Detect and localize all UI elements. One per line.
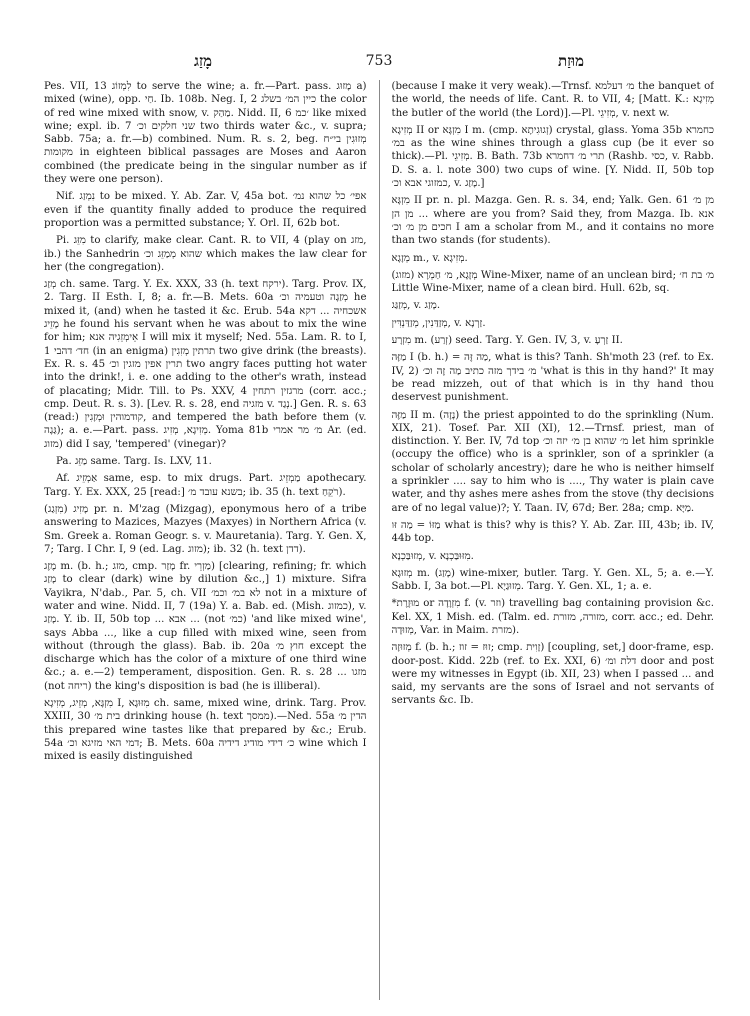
header-left-word: מָזַג xyxy=(194,52,213,70)
right-column xyxy=(392,80,715,1000)
left-column xyxy=(44,80,367,1000)
dictionary-entry: מְזוּזָה f. (b. h.; זוּז = זוז; cmp. זָוִית) [coupling, set,] door-frame, esp. door-post. Kidd. 22b (ref. to Ex. XXI, 6) דלת ומ׳ door and post were my witnesses in Egypt (ib. XII, 23) when I passed ... and said, my servants are the sons of Israel and not servants of servants &c. Ib. xyxy=(391,642,714,707)
dictionary-entry: מַזּוֹ = מַה זּוּ what is this? why is this? Y. Ab. Zar. III, 43b; ib. IV, 44b top. xyxy=(391,519,714,545)
dictionary-entry: Pes. VII, 13 לִמְזוֹג to serve the wine; a. fr.—Part. pass. מָזוּג a) mixed (wine), opp. חַי. Ib. 108b. Neg. I, 2 כיין המ׳ בשלג the color of red wine mixed with snow, v. מַהַק. Nidd. II, 6 ׳כמ like mixed wine; expl. ib. 7 שני חלקים וכ׳ two thirds water &c., v. supra; Sabb. 75a; a. fr.—b) combined. Num. R. s. 2, beg. מְזוּגִין בי״ח מקומות in eighteen biblical passages are Moses and Aaron combined (the predicate being in the singular number as if they were one person). xyxy=(44,81,367,186)
dictionary-entry: מִזְגָּא II pr. n. pl. Mazga. Gen. R. s. 34, end; Yalk. Gen. 61 מן מ׳ ... מן הן where are you from? Said they, from Mazga. Ib. אנא חכים מן מ׳ וכ׳ I am a scholar from M., and it contains no more than two stands (for students). xyxy=(391,195,714,247)
dictionary-entry: Nif. נִמְזַג to be mixed. Y. Ab. Zar. V, 45a bot. אפי׳ כל שהוא נמ׳ even if the quantity finally added to produce the required proportion was a permitted substance; Y. Orl. II, 62b bot. xyxy=(44,191,367,229)
dictionary-entry: מְזַגַּג, v. מָזַג. xyxy=(391,300,441,312)
dictionary-entry: Af. אַמְזֵיג same, esp. to mix drugs. Part. מַמְזֵיג apothecary. Targ. Y. Ex. XXX, 25 [read:] בשנא עובד מ׳; ib. 35 (h. text רֹקֵחַ). xyxy=(44,473,367,498)
header-right-word: מוּזַת xyxy=(557,52,584,70)
dictionary-entry: מְזַדַּנִין, מְזַדַּנְדִּין, v. זַרְנָא. xyxy=(391,317,486,329)
column-divider xyxy=(379,80,380,1000)
dictionary-entry: מְזָגָא, מ׳ חַמְרָא (מזוג) Wine-Mixer, name of an unclean bird; מ׳ בת ח׳ Little Wine-Mixer, name of a clean bird. Hull. 62b, sq. xyxy=(391,269,714,295)
dictionary-entry: *מוּזֶרֶת or מִזְוָדָה f. (v. וזר) travelling bag containing provision &c. Kel. XX, 1 Mish. ed. (Talm. ed. מזורה, מזורת, corr. acc.; ed. Dehr. מְזוּדָה, Var. in Maim. מזרת). xyxy=(391,598,714,636)
dictionary-entry: מָזִיג (מִזְגַג) pr. n. M'zag (Mizgag), eponymous hero of a tribe answering to Mazices, Mazyes (Maxyes) in Northern Africa (v. Sm. Greek a. Roman Geogr. s. v. Mauretania). Targ. Y. Gen. X, 7; Targ. I Chr. I, 9 (ed. Lag. מזוג); ib. 32 (h. text דדן). xyxy=(44,503,367,555)
running-head xyxy=(44,52,714,74)
text-columns xyxy=(44,80,714,1000)
dictionary-entry: מִזְגָּא, מְזֵיג, מְזִיגָא I, מִזּוּגָא ch. same, mixed wine, drink. Targ. Prov. XXIII, 30 בית מ׳ drinking house (h. text ממסך).—Ned. 55a הדין מ׳ this prepared wine tastes like that prepared by &c.; Erub. 54a דמי האי מזיגא וכ׳; B. Mets. 60a כ׳ דידי מודיג דידיה wine which I mixed is easily distinguished xyxy=(44,698,367,763)
dictionary-entry: מַזֶּה II m. (נָזָה) the priest appointed to do the sprinkling (Num. XIX, 21). Tosef. Par. XII (XI), 12.—Trnsf. priest, man of distinction. Y. Ber. IV, 7d top מ׳ שהוא בן מ׳ יזה וכ׳ let him sprinkle (occupy the office) who is a sprinkler, son of a sprinkler (a scholar of scholarly ancestry); dare he who is neither himself a sprinkler .... say to him who is ...., Thy water is plain cave water, and thy ashes mere ashes from the stove (thy decisions are of no legal value)?; Y. Taan. IV, 67d; Ber. 28a; cmp. מַיָּא. xyxy=(391,409,714,514)
dictionary-entry: מִזְרָע m. (זְרַע) seed. Targ. Y. Gen. IV, 3, v. זַרְעָ II. xyxy=(391,335,623,347)
dictionary-entry: מְזִיגָא II or מִזְגָּא I m. (cmp. זְגוּגִיתָא) crystal, glass. Yoma 35b כחמרא במ׳ as the wine shines through a glass cup (be it ever so thick).—Pl. מְזִיגֵי. B. Bath. 73b תרי מ׳ דחמרא (Rashb. כסי, v. Rabb. D. S. a. l. note 300) two cups of wine. [Y. Nidd. II, 50b top כמזוגי אבא וכ׳, v. מָזַג.] xyxy=(391,124,714,190)
dictionary-entry: מֶזֶג m. (b. h.; מזג, cmp. מָזַר fr. מַזְרֵי) [clearing, refining; fr. which מָזַג to clear (dark) wine by dilution &c.,] 1) mixture. Sifra Vayikra, N'dab., Par. 5, ch. VII לא במ׳ וכמ׳ not in a mixture of water and wine. Nidd. II, 7 (19a) Y. a. Bab. ed. (Mish. כמזוג), v. מָזַג. Y. ib. II, 50b top ... אבא ... (not כמ׳) 'and like mixed wine', says Abba ..., like a cup filled with mixed wine, seen from without (through the glass). Bab. ib. 20a חוץ מ׳ except the discharge which has the color of a mixture of one third wine &c.; a. e.—2) temperament, disposition. Gen. R. s. 28 ... מזגו (not ריחה) the king's disposition is bad (he is illiberal). xyxy=(44,561,367,692)
dictionary-entry: מְזוּבַּכְנָא, v. מִזּוּבַּכְנָא. xyxy=(391,550,474,562)
dictionary-entry: Pa. מַזֵּג same. Targ. Is. LXV, 11. xyxy=(56,456,212,468)
page-number: 753 xyxy=(365,53,393,69)
dictionary-entry: מְזוּגָא m. (מָזַג) wine-mixer, butler. Targ. Y. Gen. XL, 5; a. e.—Y. Sabb. I, 3a bot.—Pl. מְזוּגַיָא. Targ. Y. Gen. XL, 1; a. e. xyxy=(391,567,714,593)
dictionary-entry: Pi. מִזֵּג to clarify, make clear. Cant. R. to VII, 4 (play on מזג, ib.) the Sanhedrin שהוא מְמַזֵּג וכ׳ which makes the law clear for her (the congregation). xyxy=(44,235,367,273)
dictionary-entry: מְזָגָא m., v. מְזִיגָא. xyxy=(391,252,468,264)
dictionary-entry: (because I make it very weak).—Trnsf. מ׳ דעלמא the banquet of the world, the needs of life. Cant. R. to VII, 4; [Matt. K.: מְזִיגָא the butler of the world (the Lord)].—Pl. מְזִיגֵי, v. next w. xyxy=(391,81,714,119)
dictionary-entry: מְזַג ch. same. Targ. Y. Ex. XXX, 33 (h. text ירקח). Targ. Prov. IX, 2. Targ. II Esth. I, 8; a. fr.—B. Mets. 60a מְזַגָה וטעמיה וכ׳ he mixed it, (and) when he tasted it &c. Erub. 54a אשכחיה ... דקא מָזֵיג he found his servant when he was about to mix the wine for him; אֵימְזֵגִיה אנא I will mix it myself; Ned. 55a. Lam. R. to I, 1 חד׳ דהבי (in an enigma) תרתין מְזִגִין two give drink (the breasts). Ex. R. s. 45 תרין אפין מזגין וכ׳ two angry faces putting hot water into the drink!, i. e. one adding to the other's wrath, instead of placating; Midr. Till. to Ps. XXV, 4 מרגזין רתחין (corr. acc.; cmp. Deut. R. s. 3). [Lev. R. s. 28, end מזגיה v. נְגַד.] Gen. R. s. 63 (read:) קודמוהין וּמְזָגִין, and tempered the bath before them (v. גַּגָה); a. e.—Part. pass. מְזִיגָא, מְזִיג. Yoma 81b מ׳ מר אמרי Ar. (ed. מזוג) did I say, 'tempered' (vinegar)? xyxy=(44,279,367,450)
dictionary-entry: מַזָּה I (b. h.) = מַה זֶּה, what is this? Tanh. Sh'moth 23 (ref. to Ex. IV, 2) מ׳ בידך מזה כתיב מַה זֶה וכ׳ 'what is this in thy hand?' It may be read mizzeh, out of that which is in thy hand thou deservest punishment. xyxy=(391,352,714,404)
